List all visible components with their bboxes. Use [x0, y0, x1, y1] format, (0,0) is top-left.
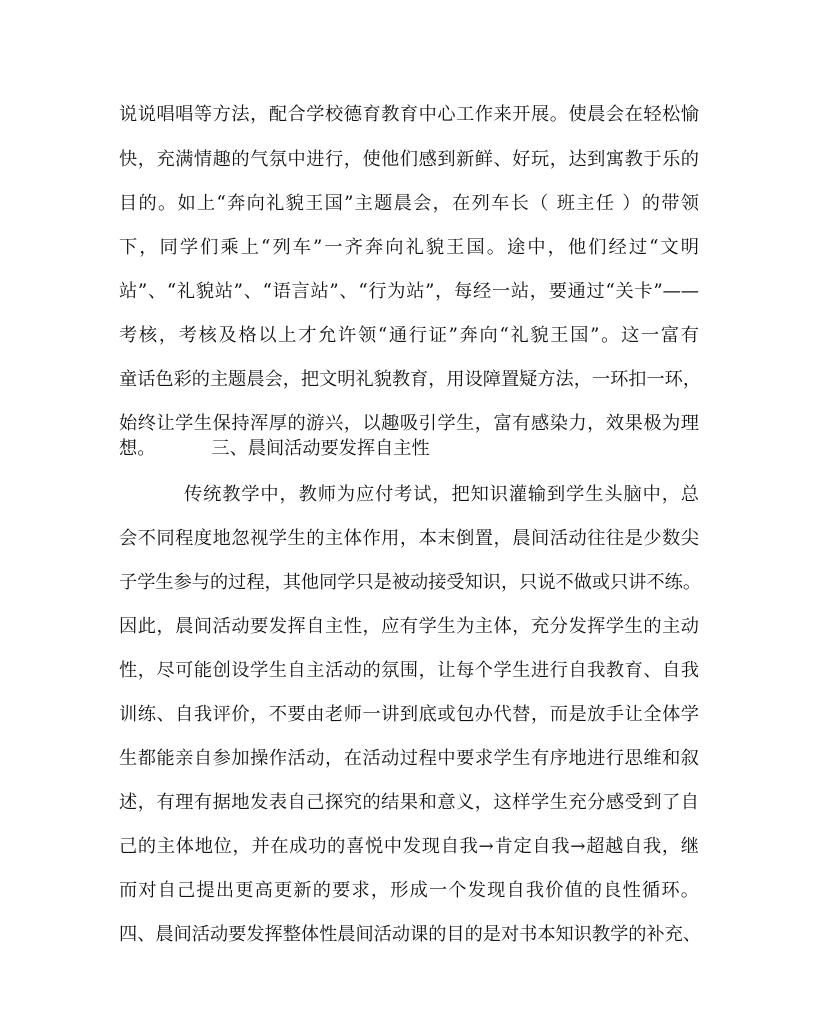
paragraph-line: 童话色彩的主题晨会，把文明礼貌教育，用设障置疑方法，一环扣一环， — [119, 369, 702, 390]
paragraph-line: 生都能亲自参加操作活动，在活动过程中要求学生有序地进行思维和叙 — [119, 748, 699, 769]
section-heading-3: 三、晨间活动要发挥自主性 — [211, 438, 430, 459]
paragraph-line: 目的。如上“奔向礼貌王国”主题晨会，在列车长（ 班主任 ）的带领 — [119, 193, 699, 214]
paragraph-line: 训练、自我评价，不要由老师一讲到底或包办代替，而是放手让全体学 — [119, 704, 699, 725]
paragraph-line: 子学生参与的过程，其他同学只是被动接受知识，只说不做或只讲不练。 — [119, 572, 702, 593]
paragraph-line: 下，同学们乘上“列车”一齐奔向礼貌王国。途中，他们经过“文明 — [119, 237, 699, 258]
section-heading-4-line: 四、晨间活动要发挥整体性晨间活动课的目的是对书本知识教学的补充、 — [119, 924, 702, 945]
paragraph-end-text: 想。 — [119, 438, 156, 459]
paragraph-line: 会不同程度地忽视学生的主体作用，本末倒置，晨间活动往往是少数尖 — [119, 528, 699, 549]
paragraph-line: 始终让学生保持浑厚的游兴，以趣吸引学生，富有感染力，效果极为理 — [119, 413, 699, 434]
paragraph-line: 因此，晨间活动要发挥自主性，应有学生为主体，充分发挥学生的主动 — [119, 616, 699, 637]
paragraph-line: 快，充满情趣的气氛中进行，使他们感到新鲜、好玩，达到寓教于乐的 — [119, 149, 699, 170]
paragraph-line: 说说唱唱等方法，配合学校德育教育中心工作来开展。使晨会在轻松愉 — [119, 104, 699, 125]
paragraph-line: 考核，考核及格以上才允许领“通行证”奔向“礼貌王国”。这一富有 — [119, 325, 699, 346]
paragraph-line: 传统教学中，教师为应付考试，把知识灌输到学生头脑中，总 — [184, 484, 699, 505]
paragraph-line: 述，有理有据地发表自己探究的结果和意义，这样学生充分感受到了自 — [119, 792, 699, 813]
paragraph-line: 而对自己提出更高更新的要求，形成一个发现自我价值的良性循环。 — [119, 880, 699, 901]
paragraph-line-with-heading — [119, 434, 699, 464]
paragraph-line: 己的主体地位，并在成功的喜悦中发现自我→肯定自我→超越自我，继 — [119, 836, 699, 857]
paragraph-line: 站”、“礼貌站”、“语言站”、“行为站”，每经一站，要通过“关卡”—— — [119, 281, 699, 302]
paragraph-line: 性，尽可能创设学生自主活动的氛围，让每个学生进行自我教育、自我 — [119, 660, 699, 681]
